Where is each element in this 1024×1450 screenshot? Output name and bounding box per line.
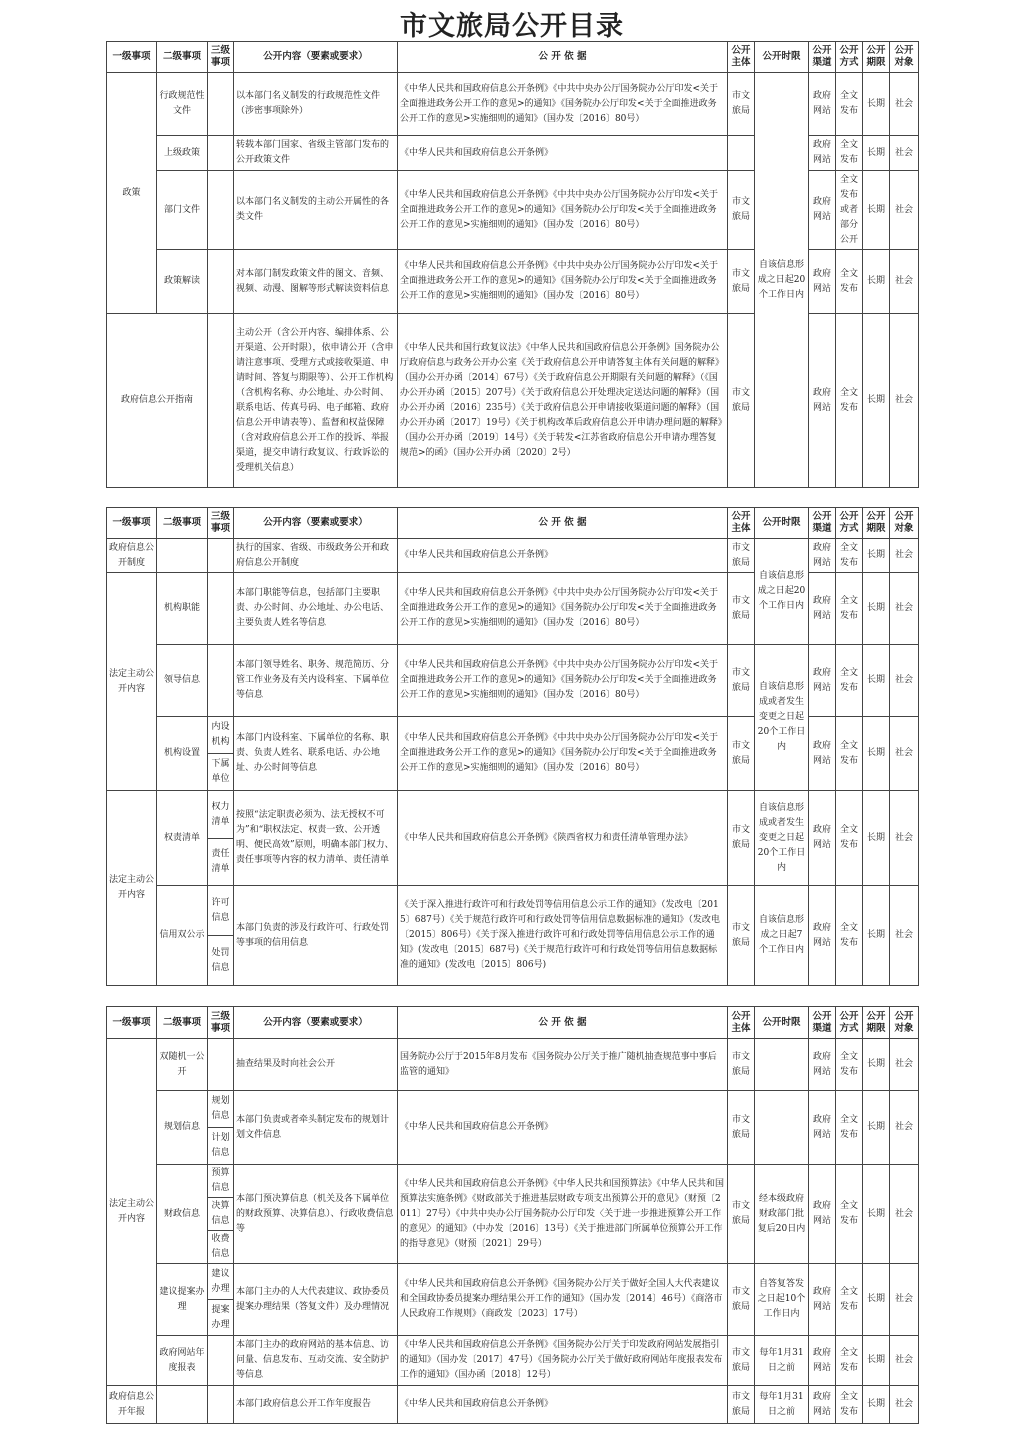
period-cell: 长期 xyxy=(863,539,890,573)
level3-cell xyxy=(208,314,234,488)
target-cell: 社会 xyxy=(890,573,919,645)
table-row xyxy=(107,539,919,573)
target-cell: 社会 xyxy=(890,1039,919,1091)
method-cell: 全文发布 xyxy=(836,1091,863,1165)
level3-cell xyxy=(208,573,234,645)
channel-cell: 政府网站 xyxy=(809,136,836,171)
method-cell: 全文发布 xyxy=(836,1264,863,1336)
period-cell: 长期 xyxy=(863,886,890,986)
method-cell: 全文发布 xyxy=(836,1336,863,1386)
level3-cell: 许可信息 xyxy=(208,886,234,936)
table-row xyxy=(107,1039,919,1091)
col-header: 公开主体 xyxy=(728,1007,755,1039)
target-cell: 社会 xyxy=(890,250,919,314)
time-cell: 每年1月31日之前 xyxy=(755,1336,809,1386)
target-cell: 社会 xyxy=(890,539,919,573)
level2-cell: 权责清单 xyxy=(157,791,208,886)
method-cell: 全文发布 xyxy=(836,573,863,645)
level3-cell xyxy=(208,1336,234,1386)
table-row xyxy=(107,1386,919,1424)
method-cell: 全文发布 xyxy=(836,791,863,886)
content-cell: 本部门主办的人大代表建议、政协委员提案办理结果（答复文件）及办理情况 xyxy=(234,1264,398,1336)
col-header: 公开期限 xyxy=(863,1007,890,1039)
period-cell: 长期 xyxy=(863,791,890,886)
level3-cell: 收费信息 xyxy=(208,1231,234,1264)
time-cell: 自答复答发之日起10个工作日内 xyxy=(755,1264,809,1336)
level3-cell: 权力清单 xyxy=(208,791,234,839)
basis-cell: 《中华人民共和国政府信息公开条例》《中共中央办公厅国务院办公厅印发<关于全面推进政务公开工作的意见>的通知》《国务院办公厅印发<关于全面推进政务公开工作的意见>实施细则的通知》（国办发〔2016〕80号） xyxy=(398,645,728,717)
level2-cell: 行政规范性文件 xyxy=(157,73,208,136)
basis-cell: 国务院办公厅于2015年8月发布《国务院办公厅关于推广随机抽查规范事中事后监管的通知》 xyxy=(398,1039,728,1091)
level2-cell xyxy=(157,539,208,573)
level1-cell: 政府信息公开指南 xyxy=(107,314,208,488)
time-cell xyxy=(755,1091,809,1165)
col-header: 公开主体 xyxy=(728,508,755,539)
level2-cell: 规划信息 xyxy=(157,1091,208,1165)
target-cell: 社会 xyxy=(890,791,919,886)
col-header: 公开渠道 xyxy=(809,42,836,73)
table-row xyxy=(107,791,919,839)
time-cell: 自该信息形成之日起7个工作日内 xyxy=(755,886,809,986)
level3-cell xyxy=(208,1386,234,1424)
content-cell: 本部门主办的政府网站的基本信息、访问量、信息发布、互动交流、安全防护等信息 xyxy=(234,1336,398,1386)
target-cell: 社会 xyxy=(890,1336,919,1386)
method-cell: 全文发布 xyxy=(836,717,863,791)
content-cell: 对本部门制发政策文件的图文、音频、视频、动漫、图解等形式解读资料信息 xyxy=(234,250,398,314)
method-cell: 全文发布 xyxy=(836,1386,863,1424)
col-header: 三级事项 xyxy=(208,42,234,73)
method-cell: 全文发布 xyxy=(836,1165,863,1264)
channel-cell: 政府网站 xyxy=(809,717,836,791)
level1-cell: 政府信息公开制度 xyxy=(107,539,157,573)
col-header: 公开对象 xyxy=(890,42,919,73)
col-header: 二级事项 xyxy=(157,508,208,539)
basis-cell: 《中华人民共和国政府信息公开条例》《中共中央办公厅国务院办公厅印发<关于全面推进政务公开工作的意见>的通知》《国务院办公厅印发<关于全面推进政务公开工作的意见>实施细则的通知》（国办发〔2016〕80号） xyxy=(398,717,728,791)
content-cell: 以本部门名义制发的行政规范性文件（涉密事项除外） xyxy=(234,73,398,136)
time-cell: 经本级政府财政部门批复后20日内 xyxy=(755,1165,809,1264)
subject-cell: 市文旅局 xyxy=(728,1386,755,1424)
content-cell: 抽查结果及时向社会公开 xyxy=(234,1039,398,1091)
col-header: 公开时限 xyxy=(755,42,809,73)
subject-cell xyxy=(728,136,755,171)
col-header: 公开内容（要素或要求） xyxy=(234,42,398,73)
subject-cell: 市文旅局 xyxy=(728,1264,755,1336)
col-header: 二级事项 xyxy=(157,1007,208,1039)
content-cell: 本部门负责的涉及行政许可、行政处罚等事项的信用信息 xyxy=(234,886,398,986)
period-cell: 长期 xyxy=(863,1039,890,1091)
level3-cell: 处罚信息 xyxy=(208,936,234,986)
col-header: 二级事项 xyxy=(157,42,208,73)
level3-cell: 建议办理 xyxy=(208,1264,234,1300)
table-row xyxy=(107,1264,919,1300)
table-header-row xyxy=(107,1007,919,1039)
level1-cell: 政策 xyxy=(107,73,157,314)
period-cell: 长期 xyxy=(863,1091,890,1165)
basis-cell: 《中华人民共和国政府信息公开条例》 xyxy=(398,136,728,171)
channel-cell: 政府网站 xyxy=(809,1165,836,1264)
level2-cell xyxy=(157,1386,208,1424)
table-row xyxy=(107,1165,919,1198)
subject-cell: 市文旅局 xyxy=(728,791,755,886)
channel-cell: 政府网站 xyxy=(809,1264,836,1336)
table-row xyxy=(107,1336,919,1386)
method-cell: 全文发布 xyxy=(836,73,863,136)
directory-table-3 xyxy=(106,1006,919,1424)
method-cell: 全文发布 xyxy=(836,314,863,488)
level3-cell xyxy=(208,539,234,573)
method-cell: 全文发布 xyxy=(836,250,863,314)
channel-cell: 政府网站 xyxy=(809,1039,836,1091)
content-cell: 执行的国家、省级、市级政务公开和政府信息公开制度 xyxy=(234,539,398,573)
col-header: 公开渠道 xyxy=(809,508,836,539)
col-header: 公 开 依 据 xyxy=(398,1007,728,1039)
period-cell: 长期 xyxy=(863,717,890,791)
level3-cell: 预算信息 xyxy=(208,1165,234,1198)
col-header: 公开时限 xyxy=(755,508,809,539)
target-cell: 社会 xyxy=(890,136,919,171)
method-cell: 全文发布 xyxy=(836,1039,863,1091)
basis-cell: 《关于深入推进行政许可和行政处罚等信用信息公示工作的通知》（发改电〔2015〕687号）《关于规范行政许可和行政处罚等信用信息数据标准的通知》（发改电〔2015〕806号）《关于深入推进行政许可和行政处罚等信用信息公示工作的通知》(发改电〔2015〕687号)《关于规范行政许可和行政处罚等信用信息数据标准的通知》(发改电〔2015〕806号) xyxy=(398,886,728,986)
content-cell: 按照“法定职责必须为、法无授权不可为”和“职权法定、权责一致、公开透明、便民高效”原则，明确本部门权力、责任事项等内容的权力清单、责任清单 xyxy=(234,791,398,886)
level1-cell: 法定主动公开内容 xyxy=(107,791,157,986)
level3-cell xyxy=(208,136,234,171)
content-cell: 本部门职能等信息，包括部门主要职责、办公时间、办公地址、办公电话、主要负责人姓名等信息 xyxy=(234,573,398,645)
table-header-row xyxy=(107,508,919,539)
level3-cell xyxy=(208,73,234,136)
col-header: 公开内容（要素或要求） xyxy=(234,1007,398,1039)
time-cell: 自该信息形成或者发生变更之日起20个工作日内 xyxy=(755,791,809,886)
basis-cell: 《中华人民共和国行政复议法》《中华人民共和国政府信息公开条例》国务院办公厅政府信息与政务公开办公室《关于政府信息公开申请答复主体有关问题的解释》（国办公开办函〔2014〕67号）《关于政府信息公开期限有关问题的解释》（《国办公开办函〔2015〕207号）《关于政府信息公开处理决定送达问题的解释》（国办公开办函〔2016〕235号）《关于政府信息公开申请接收渠道问题的解释》（国办公开办函〔2017〕19号）《关于机构改革后政府信息公开申请办理问题的解释》（国办公开办函〔2019〕14号）《关于转发<江苏省政府信息公开申请办理答复规范>的函》（国办公开办函〔2020〕2号） xyxy=(398,314,728,488)
content-cell: 本部门负责或者牵头制定发布的规划计划文件信息 xyxy=(234,1091,398,1165)
time-cell xyxy=(755,1039,809,1091)
level2-cell: 建议提案办理 xyxy=(157,1264,208,1336)
level3-cell xyxy=(208,1039,234,1091)
channel-cell: 政府网站 xyxy=(809,171,836,250)
subject-cell: 市文旅局 xyxy=(728,886,755,986)
level3-cell xyxy=(208,645,234,717)
col-header: 公 开 依 据 xyxy=(398,508,728,539)
period-cell: 长期 xyxy=(863,314,890,488)
time-cell: 每年1月31日之前 xyxy=(755,1386,809,1424)
basis-cell: 《中华人民共和国政府信息公开条例》 xyxy=(398,1091,728,1165)
period-cell: 长期 xyxy=(863,573,890,645)
level3-cell: 责任清单 xyxy=(208,839,234,886)
col-header: 一级事项 xyxy=(107,1007,157,1039)
basis-cell: 《中华人民共和国政府信息公开条例》 xyxy=(398,539,728,573)
basis-cell: 《中华人民共和国政府信息公开条例》《陕西省权力和责任清单管理办法》 xyxy=(398,791,728,886)
content-cell: 本部门预决算信息（机关及各下属单位的财政预算、决算信息）、行政收费信息等 xyxy=(234,1165,398,1264)
level3-cell: 下属单位 xyxy=(208,754,234,791)
level3-cell: 内设机构 xyxy=(208,717,234,754)
level3-cell: 计划信息 xyxy=(208,1128,234,1165)
channel-cell: 政府网站 xyxy=(809,73,836,136)
basis-cell: 《中华人民共和国政府信息公开条例》《中共中央办公厅国务院办公厅印发<关于全面推进政务公开工作的意见>的通知》《国务院办公厅印发<关于全面推进政务公开工作的意见>实施细则的通知》（国办发〔2016〕80号） xyxy=(398,171,728,250)
col-header: 公 开 依 据 xyxy=(398,42,728,73)
table-row xyxy=(107,73,919,136)
level2-cell: 部门文件 xyxy=(157,171,208,250)
subject-cell: 市文旅局 xyxy=(728,717,755,791)
basis-cell: 《中华人民共和国政府信息公开条例》《中共中央办公厅国务院办公厅印发<关于全面推进政务公开工作的意见>的通知》《国务院办公厅印发<关于全面推进政务公开工作的意见>实施细则的通知》（国办发〔2016〕80号） xyxy=(398,573,728,645)
target-cell: 社会 xyxy=(890,73,919,136)
channel-cell: 政府网站 xyxy=(809,539,836,573)
target-cell: 社会 xyxy=(890,645,919,717)
basis-cell: 《中华人民共和国政府信息公开条例》《国务院办公厅关于印发政府网站发展指引的通知》（国办发〔2017〕47号）《国务院办公厅关于做好政府网站年度报表发布工作的通知》（国办函〔2018〕12号） xyxy=(398,1336,728,1386)
time-cell: 自该信息形成之日起20个工作日内 xyxy=(755,539,809,645)
col-header: 公开方式 xyxy=(836,1007,863,1039)
col-header: 三级事项 xyxy=(208,508,234,539)
content-cell: 以本部门名义制发的主动公开属性的各类文件 xyxy=(234,171,398,250)
level2-cell: 机构职能 xyxy=(157,573,208,645)
target-cell: 社会 xyxy=(890,1264,919,1336)
content-cell: 主动公开（含公开内容、编排体系、公开渠道、公开时限），依申请公开（含申请注意事项、受理方式或接收渠道、申请时间、答复与期限等）、公开工作机构（含机构名称、办公地址、办公时间、联系电话、传真号码、电子邮箱、政府信息公开申请表等）、监督和权益保障（含对政府信息公开工作的投诉、举报渠道，提交申请行政复议、行政诉讼的受理机关信息） xyxy=(234,314,398,488)
period-cell: 长期 xyxy=(863,1386,890,1424)
page-title: 市文旅局公开目录 xyxy=(400,11,624,42)
basis-cell: 《中华人民共和国政府信息公开条例》 xyxy=(398,1386,728,1424)
channel-cell: 政府网站 xyxy=(809,250,836,314)
table-row xyxy=(107,886,919,936)
period-cell: 长期 xyxy=(863,171,890,250)
subject-cell: 市文旅局 xyxy=(728,250,755,314)
level2-cell: 领导信息 xyxy=(157,645,208,717)
time-cell: 自该信息形成之日起20个工作日内 xyxy=(755,73,809,488)
table-header-row xyxy=(107,42,919,73)
col-header: 三级事项 xyxy=(208,1007,234,1039)
subject-cell: 市文旅局 xyxy=(728,1336,755,1386)
col-header: 公开主体 xyxy=(728,42,755,73)
subject-cell: 市文旅局 xyxy=(728,314,755,488)
period-cell: 长期 xyxy=(863,1264,890,1336)
content-cell: 本部门内设科室、下属单位的名称、职责、负责人姓名、联系电话、办公地址、办公时间等信息 xyxy=(234,717,398,791)
level2-cell: 财政信息 xyxy=(157,1165,208,1264)
period-cell: 长期 xyxy=(863,73,890,136)
level3-cell xyxy=(208,171,234,250)
target-cell: 社会 xyxy=(890,171,919,250)
subject-cell: 市文旅局 xyxy=(728,73,755,136)
col-header: 公开内容（要素或要求） xyxy=(234,508,398,539)
level3-cell: 决算信息 xyxy=(208,1198,234,1231)
col-header: 公开方式 xyxy=(836,42,863,73)
subject-cell: 市文旅局 xyxy=(728,573,755,645)
level1-cell: 法定主动公开内容 xyxy=(107,573,157,791)
level1-cell: 政府信息公开年报 xyxy=(107,1386,157,1424)
period-cell: 长期 xyxy=(863,1336,890,1386)
directory-table-1 xyxy=(106,41,919,488)
method-cell: 全文发布 xyxy=(836,645,863,717)
basis-cell: 《中华人民共和国政府信息公开条例》《中共中央办公厅国务院办公厅印发<关于全面推进政务公开工作的意见>的通知》《国务院办公厅印发<关于全面推进政务公开工作的意见>实施细则的通知》（国办发〔2016〕80号） xyxy=(398,73,728,136)
target-cell: 社会 xyxy=(890,314,919,488)
col-header: 公开对象 xyxy=(890,508,919,539)
period-cell: 长期 xyxy=(863,645,890,717)
subject-cell: 市文旅局 xyxy=(728,645,755,717)
level2-cell: 政府网站年度报表 xyxy=(157,1336,208,1386)
channel-cell: 政府网站 xyxy=(809,645,836,717)
content-cell: 转载本部门国家、省级主管部门发布的公开政策文件 xyxy=(234,136,398,171)
target-cell: 社会 xyxy=(890,886,919,986)
target-cell: 社会 xyxy=(890,717,919,791)
col-header: 公开时限 xyxy=(755,1007,809,1039)
basis-cell: 《中华人民共和国政府信息公开条例》《中华人民共和国预算法》《中华人民共和国预算法实施条例》《财政部关于推进基层财政专项支出预算公开的意见》（财预〔2011〕27号）《中共中央办公厅国务院办公厅印发〈关于进一步推进预算公开工作的意见〉的通知》（中办发〔2016〕13号）《关于推进部门所属单位预算公开工作的指导意见》（财预〔2021〕29号） xyxy=(398,1165,728,1264)
target-cell: 社会 xyxy=(890,1165,919,1264)
level3-cell: 提案办理 xyxy=(208,1300,234,1336)
content-cell: 本部门领导姓名、职务、规范简历、分管工作业务及有关内设科室、下属单位等信息 xyxy=(234,645,398,717)
basis-cell: 《中华人民共和国政府信息公开条例》《中共中央办公厅国务院办公厅印发<关于全面推进政务公开工作的意见>的通知》《国务院办公厅印发<关于全面推进政务公开工作的意见>实施细则的通知》（国办发〔2016〕80号） xyxy=(398,250,728,314)
subject-cell: 市文旅局 xyxy=(728,539,755,573)
period-cell: 长期 xyxy=(863,1165,890,1264)
subject-cell: 市文旅局 xyxy=(728,171,755,250)
level2-cell: 机构设置 xyxy=(157,717,208,791)
subject-cell: 市文旅局 xyxy=(728,1091,755,1165)
col-header: 公开对象 xyxy=(890,1007,919,1039)
level2-cell: 政策解读 xyxy=(157,250,208,314)
channel-cell: 政府网站 xyxy=(809,1336,836,1386)
level3-cell: 规划信息 xyxy=(208,1091,234,1128)
directory-table-2 xyxy=(106,507,919,986)
table-row xyxy=(107,645,919,717)
col-header: 一级事项 xyxy=(107,42,157,73)
col-header: 公开期限 xyxy=(863,42,890,73)
col-header: 公开期限 xyxy=(863,508,890,539)
channel-cell: 政府网站 xyxy=(809,314,836,488)
channel-cell: 政府网站 xyxy=(809,573,836,645)
basis-cell: 《中华人民共和国政府信息公开条例》《国务院办公厅关于做好全国人大代表建议和全国政协委员提案办理结果公开工作的通知》（国办发〔2014〕46号）《商洛市人民政府工作规则》（商政发〔2023〕17号） xyxy=(398,1264,728,1336)
level1-cell: 法定主动公开内容 xyxy=(107,1039,157,1386)
period-cell: 长期 xyxy=(863,136,890,171)
method-cell: 全文发布或者部分公开 xyxy=(836,171,863,250)
method-cell: 全文发布 xyxy=(836,886,863,986)
subject-cell: 市文旅局 xyxy=(728,1165,755,1264)
target-cell: 社会 xyxy=(890,1091,919,1165)
table-row xyxy=(107,1091,919,1128)
col-header: 一级事项 xyxy=(107,508,157,539)
channel-cell: 政府网站 xyxy=(809,791,836,886)
method-cell: 全文发布 xyxy=(836,136,863,171)
content-cell: 本部门政府信息公开工作年度报告 xyxy=(234,1386,398,1424)
subject-cell: 市文旅局 xyxy=(728,1039,755,1091)
col-header: 公开渠道 xyxy=(809,1007,836,1039)
target-cell: 社会 xyxy=(890,1386,919,1424)
channel-cell: 政府网站 xyxy=(809,1091,836,1165)
level2-cell: 双随机一公开 xyxy=(157,1039,208,1091)
channel-cell: 政府网站 xyxy=(809,1386,836,1424)
period-cell: 长期 xyxy=(863,250,890,314)
level2-cell: 信用双公示 xyxy=(157,886,208,986)
level2-cell: 上级政策 xyxy=(157,136,208,171)
level3-cell xyxy=(208,250,234,314)
time-cell: 自该信息形成或者发生变更之日起20个工作日内 xyxy=(755,645,809,791)
method-cell: 全文发布 xyxy=(836,539,863,573)
channel-cell: 政府网站 xyxy=(809,886,836,986)
col-header: 公开方式 xyxy=(836,508,863,539)
